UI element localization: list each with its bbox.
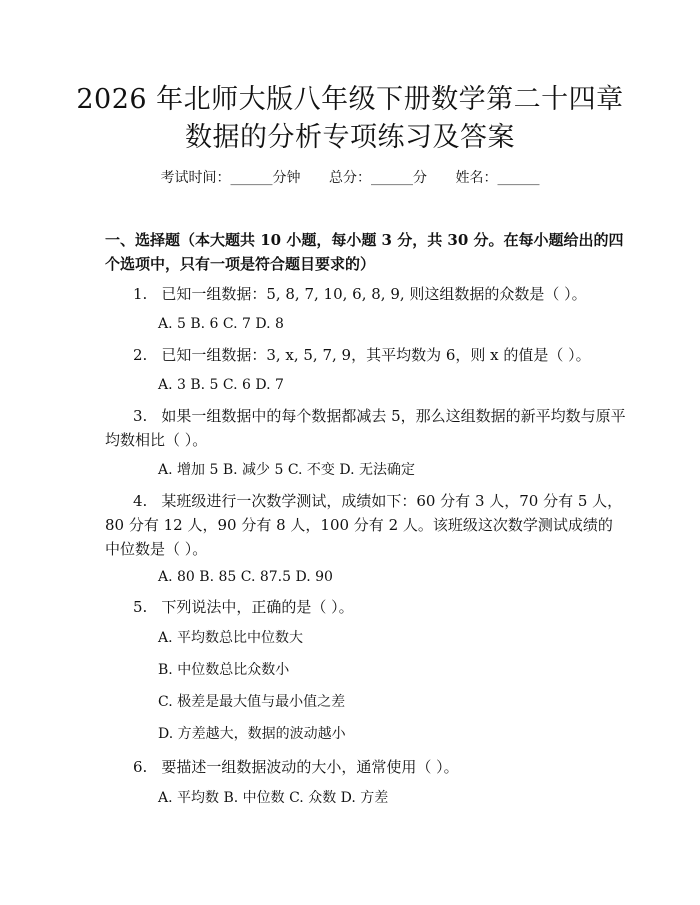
question-3-options: A. 增加 5 B. 减少 5 C. 不变 D. 无法确定: [158, 462, 416, 478]
question-5: [105, 595, 627, 619]
question-1: [105, 282, 627, 306]
question-number: 1.: [133, 285, 148, 303]
question-5-option-c: C. 极差是最大值与最小值之差: [158, 694, 346, 710]
question-text: 如果一组数据中的每个数据都减去 5，那么这组数据的新平均数与原平均数相比（ ）。: [105, 407, 626, 449]
question-text: 某班级进行一次数学测试，成绩如下：60 分有 3 人，70 分有 5 人，80 分有 12 人，90 分有 8 人，100 分有 2 人。该班级这次数学测试成绩的中位数是（ ）。: [105, 492, 623, 558]
document-title-line-2: 数据的分析专项练习及答案: [185, 122, 515, 153]
question-number: 4.: [133, 492, 148, 510]
question-5-option-a: A. 平均数总比中位数大: [158, 630, 304, 646]
question-number: 5.: [133, 598, 148, 616]
question-6-options: A. 平均数 B. 中位数 C. 众数 D. 方差: [158, 790, 389, 806]
question-text: 下列说法中，正确的是（ ）。: [161, 598, 354, 616]
question-5-option-b: B. 中位数总比众数小: [158, 662, 290, 678]
question-text: 要描述一组数据波动的大小，通常使用（ ）。: [161, 758, 459, 776]
question-1-options: A. 5 B. 6 C. 7 D. 8: [158, 316, 284, 332]
question-number: 2.: [133, 346, 148, 364]
question-4: [105, 489, 627, 561]
question-3: [105, 404, 627, 452]
question-text: 已知一组数据：3, x, 5, 7, 9，其平均数为 6，则 x 的值是（ ）。: [161, 346, 591, 364]
question-4-options: A. 80 B. 85 C. 87.5 D. 90: [158, 569, 333, 585]
question-2: [105, 343, 627, 367]
question-6: [105, 755, 627, 779]
question-text: 已知一组数据：5, 8, 7, 10, 6, 8, 9, 则这组数据的众数是（ ）。: [161, 285, 587, 303]
question-number: 6.: [133, 758, 148, 776]
exam-meta: [0, 168, 700, 188]
question-5-option-d: D. 方差越大，数据的波动越小: [158, 726, 346, 742]
question-2-options: A. 3 B. 5 C. 6 D. 7: [158, 377, 284, 393]
document-title-line-1: 2026 年北师大版八年级下册数学第二十四章: [76, 84, 624, 115]
section-heading: 一、选择题（本大题共 10 小题，每小题 3 分，共 30 分。在每小题给出的四个选项中，只有一项是符合题目要求的）: [105, 231, 624, 273]
exam-time: 考试时间：______分钟: [160, 170, 301, 186]
exam-student-name: 姓名：______: [455, 170, 540, 186]
exam-total-score: 总分：______分: [329, 170, 427, 186]
question-number: 3.: [133, 407, 148, 425]
